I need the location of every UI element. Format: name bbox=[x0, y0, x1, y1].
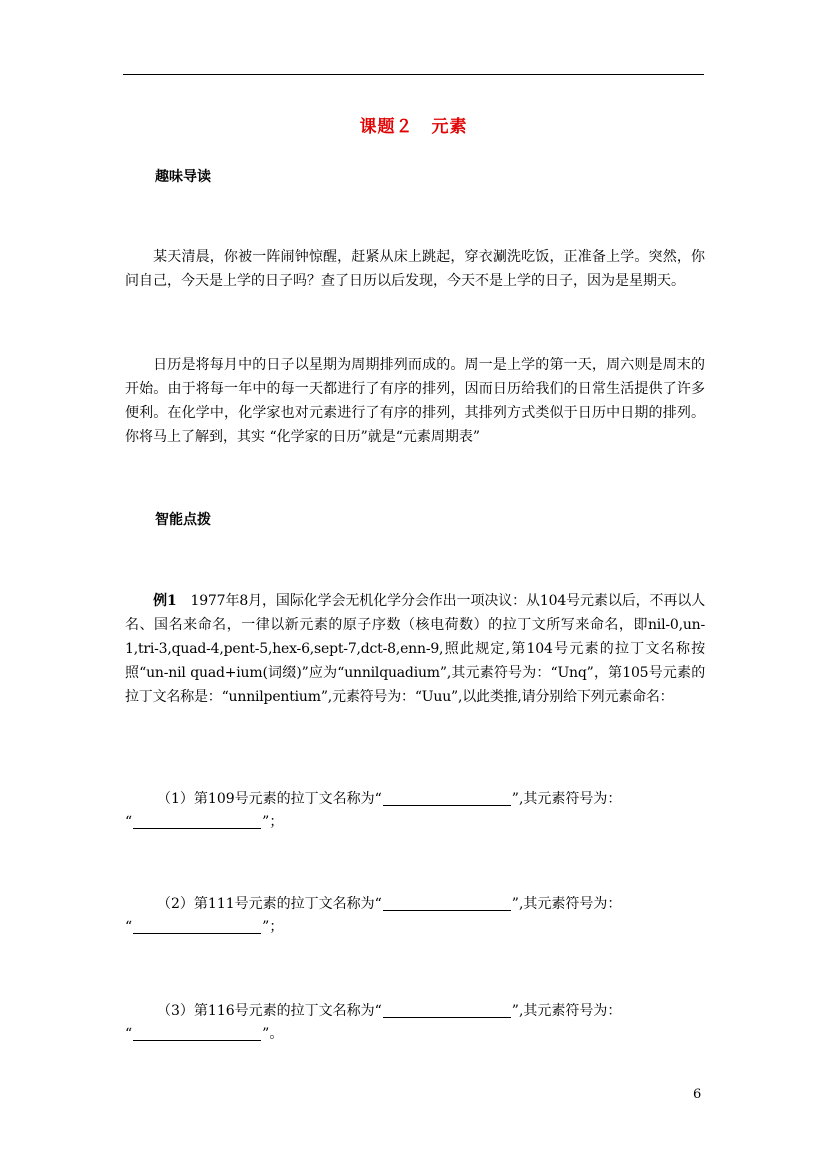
section-heading-intro: 趣味导读 bbox=[155, 169, 211, 185]
answer-blank-3-symbol[interactable] bbox=[133, 1026, 261, 1041]
answer-blank-2-name[interactable] bbox=[383, 896, 511, 911]
page-number: 6 bbox=[693, 1087, 702, 1102]
example-1 bbox=[125, 589, 705, 709]
paragraph-calendar-text: 日历是将每月中的日子以星期为周期排列而成的。周一是上学的第一天，周六则是周末的开始。由于将每一年中的每一天都进行了有序的排列，因而日历给我们的日常生活提供了许多便利。在化学中，化学家也对元素进行了有序的排列，其排列方式类似于日历中日期的排列。你将马上了解到，其实 “化学家的日历”就是“元素周期表” bbox=[125, 357, 705, 445]
header-rule bbox=[123, 74, 704, 75]
question-3-middle: ”,其元素符号为： bbox=[511, 1003, 622, 1019]
question-3 bbox=[125, 1000, 705, 1046]
paragraph-intro bbox=[125, 245, 705, 293]
question-2-middle: ”,其元素符号为： bbox=[511, 896, 622, 912]
example-text: 1977年8月，国际化学会无机化学分会作出一项决议：从104号元素以后，不再以人名、国名来命名，一律以新元素的原子序数（核电荷数）的拉丁文所写来命名，即nil-0,un-1,tri-3,quad-4,pent-5,hex-6,sept-7,dct-8,enn-9,照此规定,第104号元素的拉丁文名称按照“un-nil quad+ium(词缀)”应为“unnilquadium”,其元素符号为：“Unq”，第105号元素的拉丁文名称是：“unnilpentium”,元素符号为：“Uuu”,以此类推,请分别给下列元素命名： bbox=[125, 593, 705, 705]
answer-blank-3-name[interactable] bbox=[383, 1003, 511, 1018]
question-3-prefix: （3）第116号元素的拉丁文名称为“ bbox=[157, 1003, 382, 1019]
question-2-end: ”； bbox=[262, 919, 284, 935]
paragraph-calendar bbox=[125, 353, 705, 449]
question-1-prefix: （1）第109号元素的拉丁文名称为“ bbox=[157, 791, 382, 807]
section-heading-tips: 智能点拨 bbox=[155, 512, 211, 528]
page-title: 课题２ 元素 bbox=[359, 117, 468, 137]
example-label: 例1 bbox=[153, 593, 177, 609]
question-3-end: ”。 bbox=[262, 1026, 284, 1042]
answer-blank-1-symbol[interactable] bbox=[133, 814, 261, 829]
paragraph-intro-text: 某天清晨，你被一阵闹钟惊醒，赶紧从床上跳起，穿衣涮洗吃饭，正准备上学。突然，你问自己，今天是上学的日子吗？查了日历以后发现，今天不是上学的日子，因为是星期天。 bbox=[125, 249, 705, 289]
answer-blank-1-name[interactable] bbox=[383, 791, 511, 806]
question-1 bbox=[125, 788, 705, 834]
question-1-open: “ bbox=[125, 814, 133, 830]
question-2 bbox=[125, 893, 705, 939]
question-3-open: “ bbox=[125, 1026, 133, 1042]
question-2-prefix: （2）第111号元素的拉丁文名称为“ bbox=[157, 896, 382, 912]
question-1-end: ”； bbox=[262, 814, 284, 830]
question-1-middle: ”,其元素符号为： bbox=[511, 791, 622, 807]
answer-blank-2-symbol[interactable] bbox=[133, 919, 261, 934]
question-2-open: “ bbox=[125, 919, 133, 935]
